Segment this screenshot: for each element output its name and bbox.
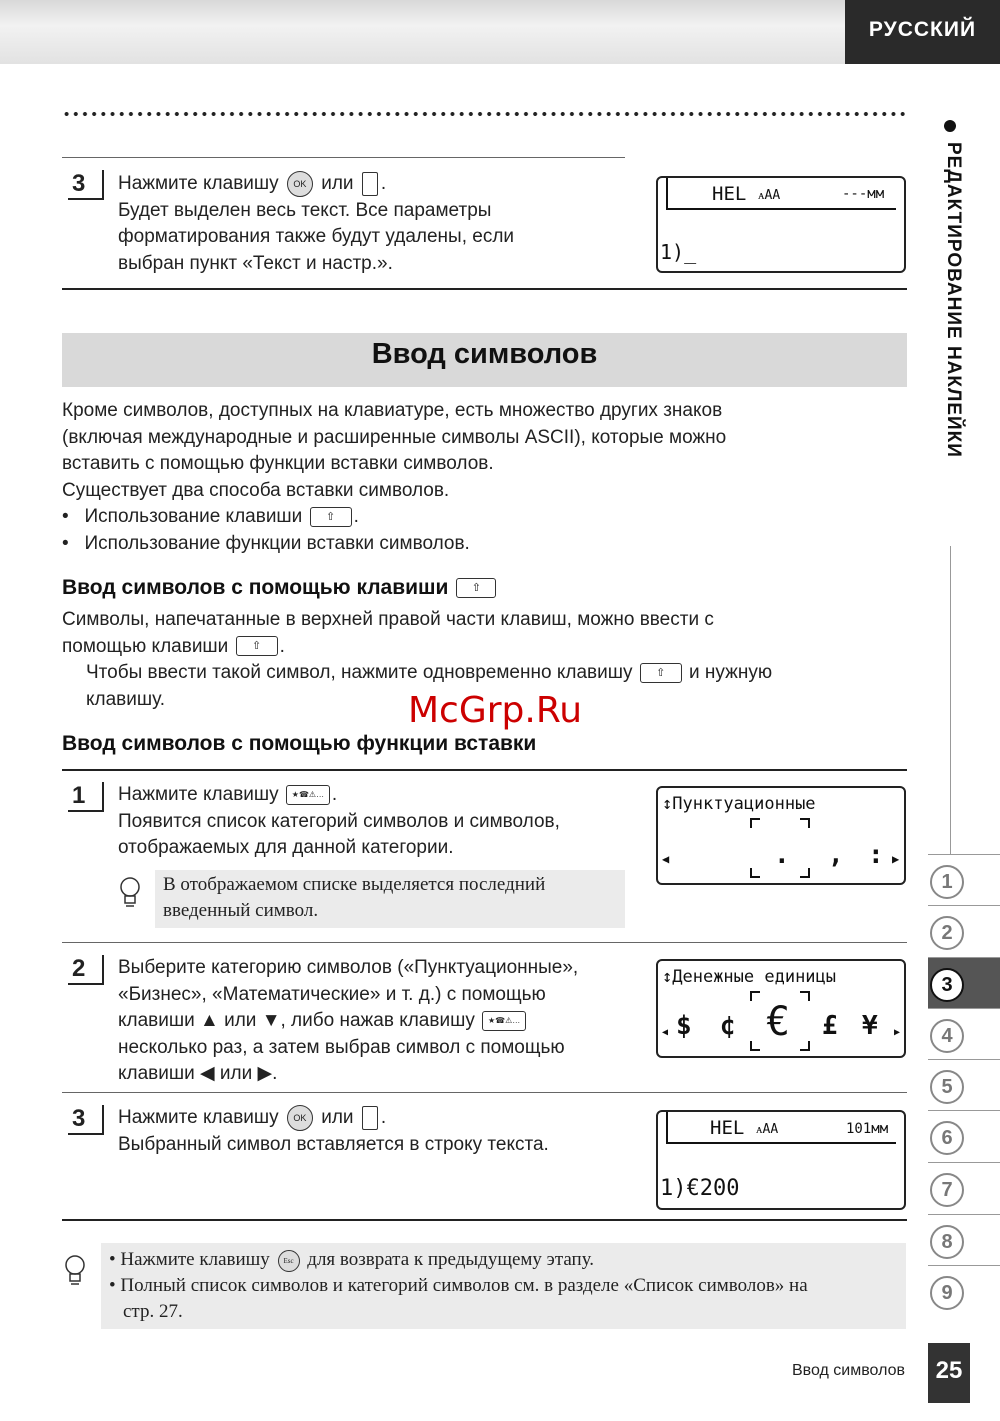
left-arrow-icon: ◀ (662, 852, 670, 866)
chapter-tab-4[interactable]: 4 (928, 1008, 1000, 1059)
side-section-title: РЕДАКТИРОВАНИЕ НАКЛЕЙКИ (943, 142, 964, 458)
intro-line: (включая международные и расширенные символы ASCII), которые можно (62, 426, 727, 448)
bullet-dot (944, 120, 956, 132)
footer-section: Ввод символов (791, 1362, 905, 1379)
lightbulb-icon (119, 876, 141, 910)
page-number: 25 (928, 1343, 970, 1403)
dotted-divider (62, 110, 907, 118)
header-band (0, 0, 845, 64)
language-label: РУССКИЙ (868, 18, 977, 41)
step-number: 3 (68, 170, 104, 200)
intro-line: Существует два способа вставки символов. (62, 479, 450, 501)
section-rule (62, 1219, 907, 1221)
right-arrow-icon: ▶ (894, 1027, 901, 1038)
lcd-line: 1)_ (660, 240, 697, 264)
lcd-display (656, 176, 906, 273)
lcd-display (656, 959, 906, 1058)
lcd-category: ↕Пунктуационные (662, 794, 816, 814)
hint-note: В отображаемом списке выделяется последний введенный символ. (155, 870, 625, 928)
step-text: Нажмите клавишу ★☎⚠… . Появится список категорий символов и символов, отображаемых для данной категории. (118, 784, 560, 858)
subheading: Ввод символов с помощью функции вставки (62, 732, 537, 755)
lcd-text: HEL (712, 183, 747, 205)
step-text: Выберите категорию символов («Пунктуационные», «Бизнес», «Математические» и т. д.) с помощью клавиши ▲ или ▼, либо нажав клавишу ★☎⚠… несколько раз, а затем выбрав символ с помощью клавиши ◀ или ▶. (118, 957, 579, 1084)
chapter-tab-2[interactable]: 2 (928, 905, 1000, 956)
step-text-line: форматирования также будут удалены, если (118, 226, 515, 248)
symbol-char: £ (822, 1011, 838, 1041)
symbol-char: . (774, 840, 790, 870)
step-number: 1 (68, 782, 104, 812)
lcd-category: ↕Денежные единицы (662, 967, 837, 987)
shift-key-icon: ⇧ (236, 636, 278, 656)
symbol-char: $ (676, 1011, 692, 1041)
chapter-tab-5[interactable]: 5 (928, 1059, 1000, 1110)
enter-key-icon (362, 172, 378, 196)
step-text-line: выбран пункт «Текст и настр.». (118, 252, 393, 274)
font-size-icon: ᴀAA (756, 1122, 779, 1137)
step-divider (62, 1092, 907, 1093)
chapter-tab-8[interactable]: 8 (928, 1214, 1000, 1265)
step-divider (62, 157, 625, 158)
chapter-tab-1[interactable]: 1 (928, 854, 1000, 905)
step-number: 2 (68, 955, 104, 985)
symbol-char: , (828, 840, 844, 870)
intro-line: Кроме символов, доступных на клавиатуре, есть множество других знаков (62, 400, 723, 421)
sub1-text: Символы, напечатанные в верхней правой части клавиш, можно ввести с помощью клавиши ⇧ . Чтобы ввести такой символ, нажмите одновременно клавишу ⇧ и нужную клавишу. (62, 609, 773, 710)
shift-key-icon: ⇧ (456, 578, 496, 598)
esc-key-icon: Esc (278, 1250, 300, 1272)
side-line (950, 546, 951, 854)
section-rule (62, 288, 907, 290)
lcd-display (656, 1110, 906, 1210)
enter-key-icon (362, 1106, 378, 1130)
bullet-item: • Использование функции вставки символов. (62, 532, 470, 554)
subheading: Ввод символов с помощью клавиши ⇧ (62, 576, 498, 600)
symbol-key-icon: ★☎⚠… (286, 785, 330, 805)
chapter-tab-9[interactable]: 9 (928, 1265, 1000, 1316)
section-title: Ввод символов (371, 338, 598, 370)
hint-note: • Нажмите клавишу Esc для возврата к предыдущему этапу. • Полный список символов и категорий символов см. в разделе «Список символов» на стр. 27. (101, 1243, 906, 1329)
section-rule (62, 769, 907, 771)
left-arrow-icon: ◀ (662, 1027, 669, 1038)
chapter-tab-3[interactable]: 3 (928, 957, 1000, 1008)
intro-line: вставить с помощью функции вставки символов. (62, 453, 494, 474)
lcd-length: ---мм (842, 186, 885, 202)
shift-key-icon: ⇧ (310, 507, 352, 527)
step-divider (62, 942, 907, 943)
right-arrow-icon: ▶ (892, 852, 900, 866)
lcd-length: 101мм (846, 1121, 889, 1137)
step-text: Нажмите клавишу OK или . Выбранный символ вставляется в строку текста. (118, 1105, 648, 1158)
intro-text (62, 398, 907, 557)
lightbulb-icon (64, 1254, 86, 1288)
lcd-display (656, 786, 906, 885)
shift-key-icon: ⇧ (640, 663, 682, 683)
step-text-line: Будет выделен весь текст. Все параметры (118, 199, 492, 221)
step-number: 3 (68, 1105, 104, 1135)
lcd-line: 1)€200 (660, 1176, 740, 1201)
chapter-tab-6[interactable]: 6 (928, 1110, 1000, 1161)
watermark: McGrp.Ru (408, 690, 583, 731)
chapter-tab-7[interactable]: 7 (928, 1162, 1000, 1213)
font-size-icon: ᴀAA (758, 188, 781, 203)
step-instruction: Нажмите клавишу (118, 173, 279, 195)
ok-key-icon: OK (287, 171, 313, 197)
or-text: или (321, 173, 354, 195)
step-text: Нажмите клавишу OK или . Будет выделен весь текст. Все параметры форматирования также будут удалены, если выбран пункт «Текст и настр.». (118, 171, 648, 277)
symbol-char: : (868, 840, 884, 870)
ok-key-icon: OK (287, 1105, 313, 1131)
symbol-char: ¢ (720, 1011, 736, 1041)
bullet-item: • Использование клавиши ⇧ . (62, 506, 359, 527)
symbol-key-icon: ★☎⚠… (482, 1011, 526, 1031)
symbol-char: € (766, 999, 791, 1045)
symbol-char: ¥ (862, 1011, 878, 1041)
lcd-text: HEL (710, 1117, 745, 1139)
